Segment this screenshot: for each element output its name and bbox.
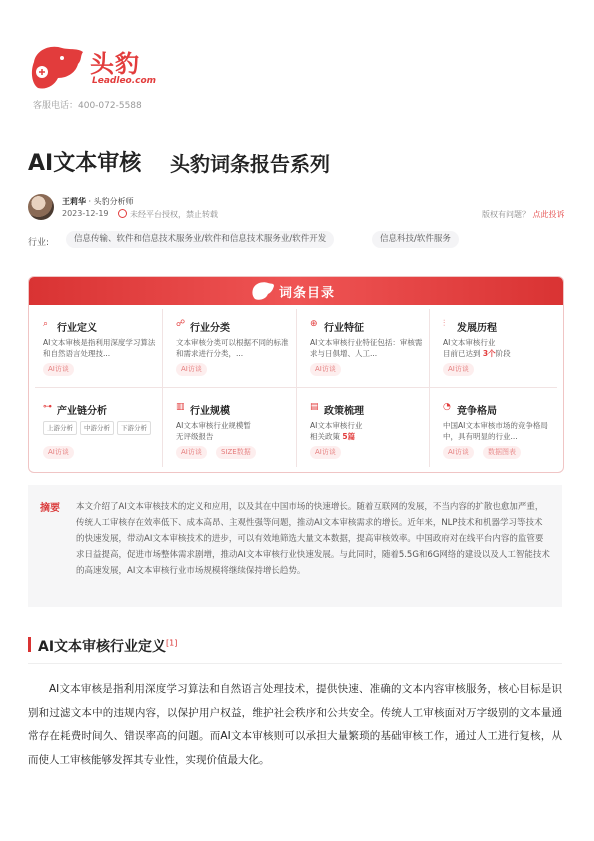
- data-chart-chip[interactable]: 数据图表: [483, 446, 521, 459]
- chain-icon: ⊶: [43, 402, 52, 412]
- stage-count: 3个: [482, 349, 496, 358]
- ai-interview-chip[interactable]: AI访谈: [443, 363, 474, 376]
- bar-chart-icon: ▥: [176, 402, 185, 412]
- catalog-item-desc: 文本审核分类可以根据不同的标准和需求进行分类，...: [176, 338, 289, 358]
- catalog-item-desc: AI文本审核是指利用深度学习算法和自然语言处理技...: [43, 338, 156, 358]
- copyright-question: 版权有问题？: [482, 210, 530, 219]
- prohibited-icon: [118, 209, 127, 218]
- industry-label: 行业:: [28, 238, 50, 248]
- desc-part: AI文本审核行业: [310, 421, 363, 430]
- timeline-icon: ⫶: [443, 319, 446, 329]
- ai-interview-chip[interactable]: AI访谈: [176, 363, 207, 376]
- catalog-header: [29, 277, 563, 305]
- catalog-item-desc: 中国AI文本审核市场的竞争格局中，具有明显的行业...: [443, 421, 548, 441]
- catalog-item-desc: AI文本审核行业规模暂无评级报告: [176, 421, 251, 441]
- section-heading: [38, 636, 177, 656]
- report-title: AI文本审核: [28, 151, 142, 176]
- desc-part: 目前已达到: [443, 349, 483, 358]
- catalog-item-title: 行业定义: [57, 323, 97, 334]
- desc-part: AI文本审核行业: [443, 338, 496, 347]
- ai-interview-chip[interactable]: AI访谈: [43, 363, 74, 376]
- policy-count: 5篇: [342, 432, 356, 441]
- document-icon: ▤: [310, 402, 319, 412]
- catalog-item-classification[interactable]: [176, 307, 309, 389]
- midstream-chip[interactable]: 中游分析: [80, 421, 114, 435]
- catalog-item-title: 产业链分析: [57, 406, 107, 417]
- catalog-item-competition[interactable]: [443, 390, 564, 472]
- upstream-chip[interactable]: 上游分析: [43, 421, 77, 435]
- brand-logo: [28, 42, 168, 94]
- catalog-item-history[interactable]: [443, 307, 564, 389]
- downstream-chip[interactable]: 下游分析: [117, 421, 151, 435]
- abstract-label: 摘要: [40, 503, 60, 514]
- report-series: 头豹词条报告系列: [170, 152, 330, 176]
- publish-date: 2023-12-19: [62, 209, 109, 218]
- catalog-item-policy[interactable]: [310, 390, 443, 472]
- industry-tag[interactable]: 信息科技/软件服务: [372, 231, 459, 248]
- catalog-title: 词条目录: [279, 286, 336, 301]
- catalog-item-features[interactable]: [310, 307, 443, 389]
- complaint-link[interactable]: 点此投诉: [532, 210, 565, 219]
- catalog-panel: [28, 276, 564, 473]
- brand-url: Leadleo.com: [92, 76, 157, 86]
- author-line: [62, 196, 134, 207]
- magnifier-icon: ⌕: [43, 319, 49, 329]
- catalog-item-desc: [310, 420, 428, 442]
- section-marker: [28, 637, 31, 652]
- desc-part: 相关政策: [310, 432, 343, 441]
- abstract-text: 本文介绍了AI文本审核技术的定义和应用，以及其在中国市场的快速增长。随着互联网的发展，不当内容的扩散也愈加严重，传统人工审核存在效率低下、成本高昂、主观性强等问题，推动AI文本审核需求的增长。近年来，NLP技术和机器学习等技术的快速发展，带动AI文本审核技术的进步，可以有效地筛选大量文本数据，提高审核效率。中国政府对在线平台内容的监管要求日益提高，促进市场整体需求剧增，推动AI文本审核行业快速发展。与此同时，随着5.5G和6G网络的建设以及人工智能技术的高速发展，AI文本审核行业市场规模将继续保持增长趋势。: [76, 502, 550, 576]
- ai-interview-chip[interactable]: AI访谈: [43, 446, 74, 459]
- section-title: AI文本审核行业定义: [38, 639, 167, 655]
- abstract-box: [28, 485, 562, 607]
- catalog-item-size[interactable]: [176, 390, 309, 472]
- catalog-item-chain[interactable]: [43, 390, 176, 472]
- hierarchy-icon: ☍: [176, 319, 186, 329]
- author-avatar: [28, 194, 54, 220]
- leopard-icon: [251, 280, 275, 302]
- ai-interview-chip[interactable]: AI访谈: [443, 446, 474, 459]
- catalog-item-title: 政策梳理: [324, 406, 364, 417]
- author-name: 王莉华: [62, 197, 86, 206]
- service-phone: 客服电话：400-072-5588: [33, 101, 142, 111]
- desc-part: 阶段: [495, 349, 511, 358]
- catalog-item-title: 竞争格局: [457, 406, 497, 417]
- catalog-item-title: 行业特征: [324, 323, 364, 334]
- section-divider: [28, 663, 562, 664]
- leopard-logo-icon: [28, 42, 86, 92]
- industry-tag[interactable]: 信息传输、软件和信息技术服务业/软件和信息技术服务业/软件开发: [66, 231, 334, 248]
- pie-chart-icon: ◔: [443, 402, 451, 412]
- ai-interview-chip[interactable]: AI访谈: [176, 446, 207, 459]
- author-role: · 头豹分析师: [88, 197, 134, 206]
- section-body: AI文本审核是指利用深度学习算法和自然语言处理技术，提供快速、准确的文本内容审核服务，核心目标是识别和过滤文本中的违规内容，以保护用户权益，维护社会秩序和公共安全。传统人工审核面对万字级别的文本量通常存在耗费时间久、错误率高的问题。而AI文本审核则可以承担大量繁琐的基础审核工作，通过人工进行复核，从而使人工审核能够发挥其专业性，实现价值最大化。: [28, 683, 562, 766]
- size-data-chip[interactable]: SIZE数据: [216, 446, 256, 459]
- ai-interview-chip[interactable]: AI访谈: [310, 363, 341, 376]
- ai-interview-chip[interactable]: AI访谈: [310, 446, 341, 459]
- catalog-item-title: 行业分类: [190, 323, 230, 334]
- copyright-complaint: [482, 209, 565, 220]
- target-icon: ⊕: [310, 319, 318, 329]
- catalog-item-desc: [443, 337, 561, 359]
- restriction-text: 未经平台授权，禁止转载: [130, 210, 218, 219]
- catalog-item-title: 行业规模: [190, 406, 230, 417]
- catalog-item-title: 发展历程: [457, 323, 497, 334]
- footnote-ref[interactable]: [1]: [166, 638, 178, 648]
- catalog-item-desc: AI文本审核行业特征包括：审核需求与日俱增、人工...: [310, 338, 423, 358]
- brand-name: 头豹: [90, 50, 140, 78]
- catalog-item-definition[interactable]: [43, 307, 176, 389]
- restriction-notice: [118, 209, 218, 220]
